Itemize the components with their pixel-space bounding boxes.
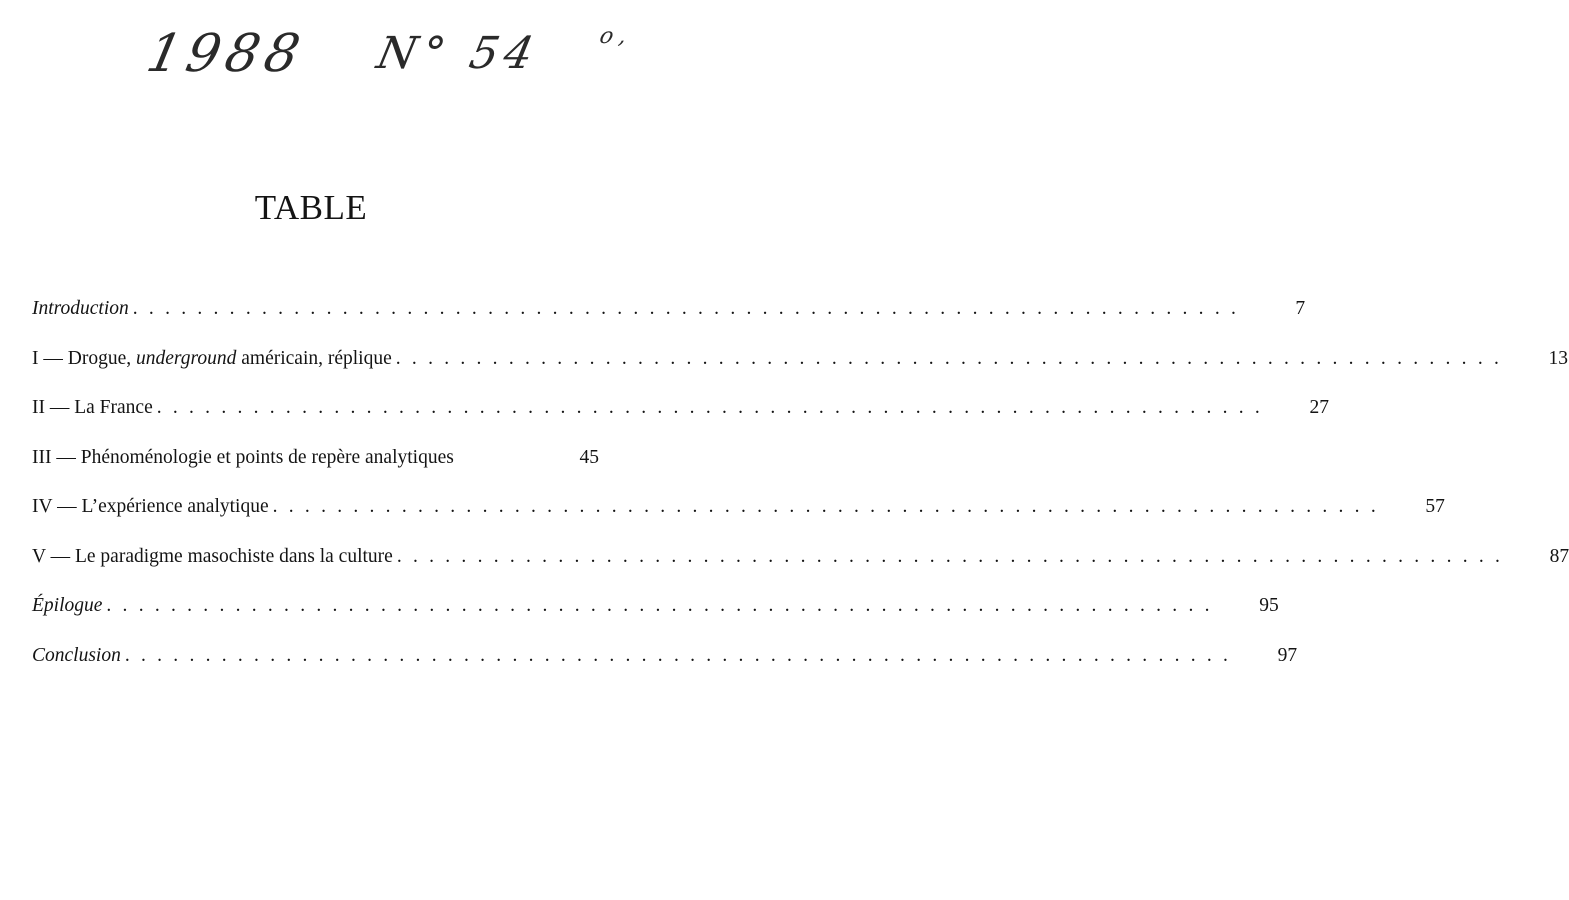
toc-entry-chapter-2 bbox=[32, 397, 1330, 447]
toc-entry-chapter-3 bbox=[32, 447, 599, 497]
handwritten-mark: o, bbox=[597, 24, 635, 49]
toc-entry-title: III — Phénoménologie et points de repère analytiques bbox=[32, 446, 454, 468]
handwritten-annotation bbox=[140, 18, 635, 108]
dot-leader bbox=[397, 546, 1503, 568]
toc-entry-chapter-5 bbox=[32, 545, 1569, 596]
toc-page-number: 57 bbox=[1425, 496, 1445, 517]
page-title: TABLE bbox=[254, 188, 368, 227]
toc-entry-chapter-1 bbox=[32, 347, 1569, 398]
toc-entry-title: IV — L’expérience analytique bbox=[32, 496, 269, 517]
toc-entry-epilogue bbox=[32, 595, 1279, 645]
toc-page-number: 87 bbox=[1549, 545, 1569, 567]
dot-leader bbox=[106, 595, 1212, 617]
toc-entry-title: Conclusion bbox=[32, 644, 121, 666]
dot-leader bbox=[125, 645, 1231, 667]
handwritten-year: 1988 bbox=[141, 24, 311, 84]
toc-entry-title: Introduction bbox=[32, 298, 129, 319]
toc-entry-title: II — La France bbox=[32, 397, 153, 418]
toc-page-number: 7 bbox=[1295, 298, 1306, 319]
toc-entry-chapter-4 bbox=[32, 496, 1445, 546]
toc-page-number: 27 bbox=[1309, 397, 1330, 418]
dot-leader bbox=[396, 348, 1502, 370]
toc-page-number: 13 bbox=[1548, 347, 1569, 369]
toc-entry-title: I — Drogue, underground américain, réplique bbox=[32, 347, 392, 369]
table-of-contents bbox=[32, 298, 1569, 694]
handwritten-number: N° 54 bbox=[372, 28, 544, 79]
dot-leader bbox=[157, 397, 1263, 419]
toc-entry-title: V — Le paradigme masochiste dans la culture bbox=[32, 545, 393, 567]
toc-page-number: 45 bbox=[579, 446, 599, 468]
dot-leader bbox=[273, 496, 1379, 518]
toc-entry-introduction bbox=[32, 298, 1306, 348]
dot-leader bbox=[133, 298, 1239, 320]
toc-page-number: 95 bbox=[1259, 595, 1279, 616]
toc-page-number: 97 bbox=[1277, 644, 1298, 666]
toc-entry-conclusion bbox=[32, 644, 1298, 695]
toc-entry-title: Épilogue bbox=[32, 595, 103, 616]
